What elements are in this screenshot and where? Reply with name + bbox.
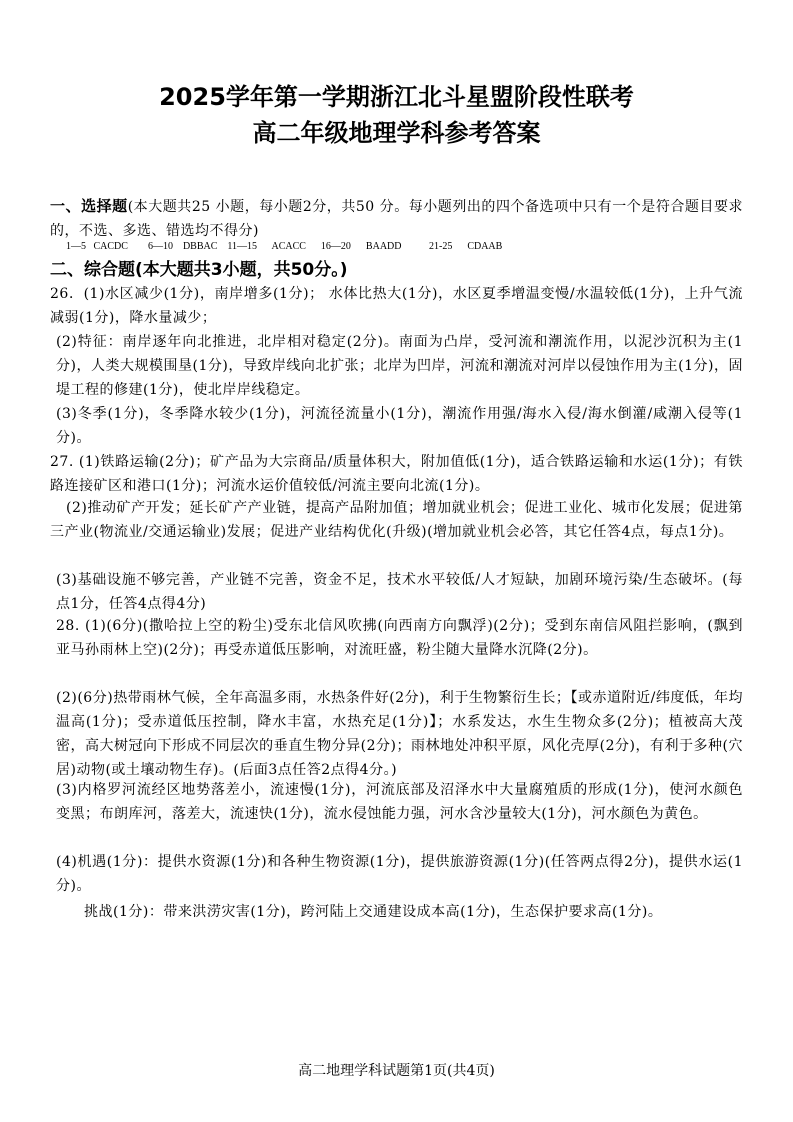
q26-part2: (2)特征：南岸逐年向北推进，北岸相对稳定(2分)。南面为凸岸，受河流和潮流作用，以泥沙沉积为主(1分)，人类大规模围垦(1分)，导致岸线向北扩张；北岸为凹岸，河流和潮流对河岸以侵蚀作用为主(1分)，固堤工程的修建(1分)，使北岸岸线稳定。 <box>56 334 743 398</box>
multiple-choice-answers: 1—5 CACDC 6—10 DBBAC 11—15 ACACC 16—20 BAADD 21-25 CDAAB <box>66 241 503 252</box>
section2-heading: 二、综合题(本大题共3小题，共50分。) <box>50 260 348 280</box>
q28-part3: (3)内格罗河流经区地势落差小，流速慢(1分)，河流底部及沼泽水中大量腐殖质的形成(1分)，使河水颜色变黑；布朗库河，落差大，流速快(1分)，流水侵蚀能力强，河水含沙量较大(1分)，河水颜色为黄色。 <box>56 782 743 822</box>
section1-body: (本大题共25 小题，每小题2分，共50 分。每小题列出的四个备选项中只有一个是符合题目要求的，不选、多选、错选均不得分) <box>50 199 743 239</box>
q28-part1: 28. (1)(6分)(撒哈拉上空的粉尘)受东北信风吹拂(向西南方向飘浮)(2分)；受到东南信风阻拦影响，(飘到亚马孙雨林上空)(2分)；再受赤道低压影响，对流旺盛，粉尘随大量降水沉降(2分)。 <box>56 618 743 658</box>
q28-part2: (2)(6分)热带雨林气候，全年高温多雨，水热条件好(2分)，利于生物繁衍生长；【或赤道附近/纬度低，年均温高(1分)；受赤道低压控制，降水丰富，水热充足(1分)】；水系发达，水生生物众多(2分)；植被高大茂密，高大树冠向下形成不同层次的垂直生物分异(2分)；雨林地处冲积平原，风化壳厚(2分)，有利于多种(穴居)动物(或土壤动物生存)。(后面3点任答2点得4分。) <box>56 690 743 778</box>
q27-part3: (3)基础设施不够完善，产业链不完善，资金不足，技术水平较低/人才短缺，加剧环境污染/生态破坏。(每点1分，任答4点得4分) <box>56 572 743 612</box>
q28-part5: 挑战(1分)：带来洪涝灾害(1分)，跨河陆上交通建设成本高(1分)，生态保护要求高(1分)。 <box>84 904 663 920</box>
q27-part2: (2)推动矿产开发；延长矿产产业链，提高产品附加值；增加就业机会；促进工业化、城市化发展；促进第三产业(物流业/交通运输业)发展；促进产业结构优化(升级)(增加就业机会必答，其它任答4点，每点1分)。 <box>50 500 743 540</box>
page-title: 2025学年第一学期浙江北斗星盟阶段性联考 <box>159 83 634 111</box>
section1-paragraph <box>50 194 743 243</box>
section1-heading: 一、选择题 <box>50 197 128 215</box>
page-subtitle: 高二年级地理学科参考答案 <box>252 119 541 147</box>
q28-part4: (4)机遇(1分)：提供水资源(1分)和各种生物资源(1分)，提供旅游资源(1分)(任答两点得2分)，提供水运(1分)。 <box>56 854 743 894</box>
q26-part1: 26．(1)水区减少(1分)，南岸增多(1分)； 水体比热大(1分)，水区夏季增温变慢/水温较低(1分)，上升气流减弱(1分)，降水量减少； <box>50 286 743 326</box>
page-footer: 高二地理学科试题第1页(共4页) <box>298 1063 495 1079</box>
q27-part1: 27. (1)铁路运输(2分)；矿产品为大宗商品/质量体积大，附加值低(1分)，适合铁路运输和水运(1分)；有铁路连接矿区和港口(1分)；河流水运价值较低/河流主要向北流(1分)。 <box>50 454 743 494</box>
q26-part3: (3)冬季(1分)，冬季降水较少(1分)，河流径流量小(1分)，潮流作用强/海水入侵/海水倒灌/咸潮入侵等(1分)。 <box>56 406 743 446</box>
